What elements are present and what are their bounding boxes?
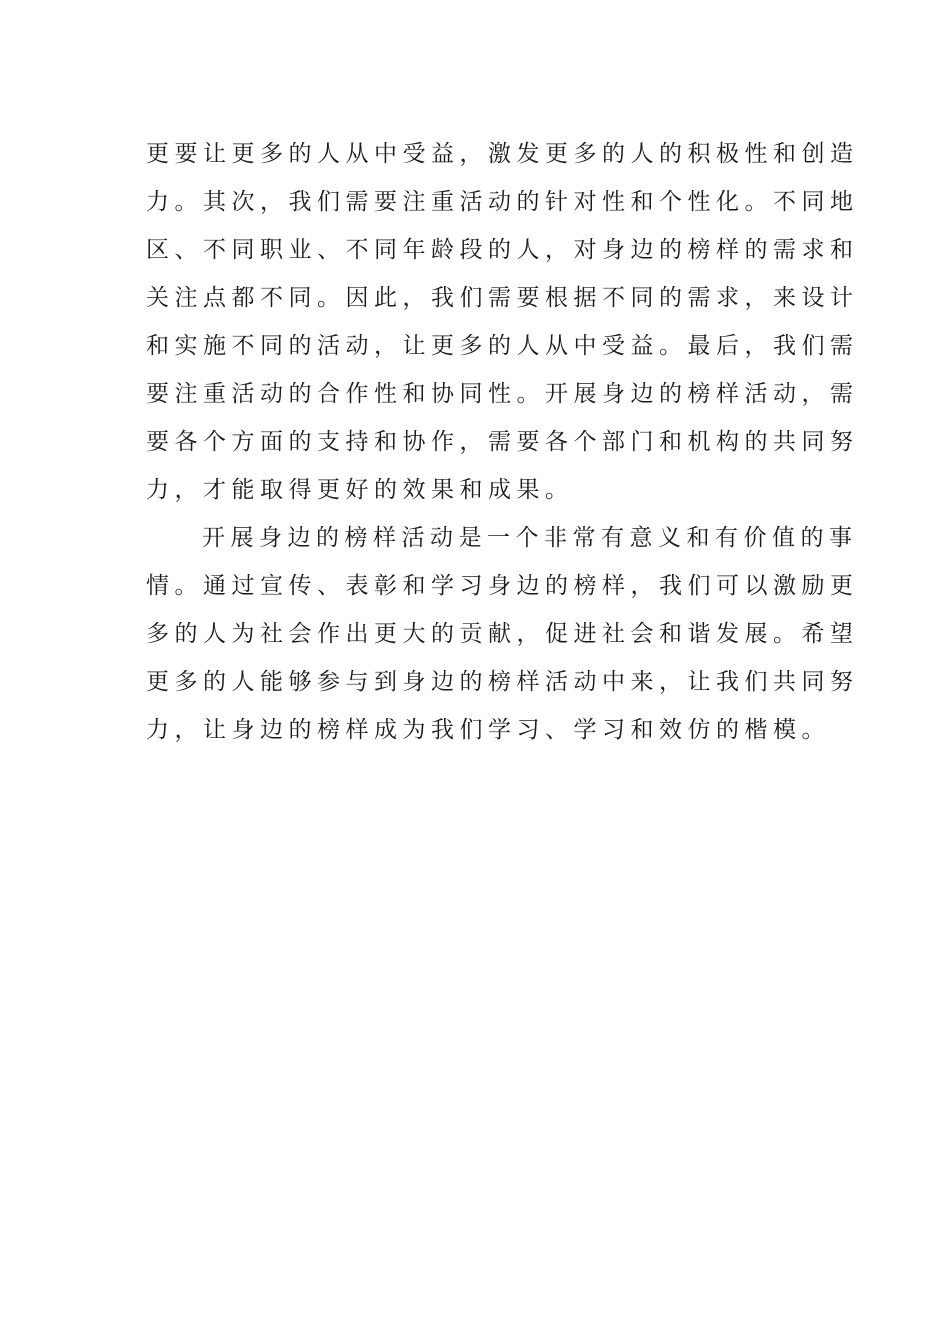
- text-line: 力，才能取得更好的效果和成果。: [146, 477, 574, 503]
- document-body: [146, 130, 859, 754]
- text-line: 更多的人能够参与到身边的榜样活动中来，让我们共同努: [146, 669, 859, 695]
- paragraph-2: [146, 514, 859, 754]
- text-line: 开展身边的榜样活动是一个非常有意义和有价值的事: [202, 525, 858, 551]
- text-line: 力，让身边的榜样成为我们学习、学习和效仿的楷模。: [146, 717, 830, 743]
- text-line: 更要让更多的人从中受益，激发更多的人的积极性和创造: [146, 141, 859, 167]
- text-line: 关注点都不同。因此，我们需要根据不同的需求，来设计: [146, 285, 859, 311]
- text-line: 要注重活动的合作性和协同性。开展身边的榜样活动，需: [146, 381, 859, 407]
- text-line: 情。通过宣传、表彰和学习身边的榜样，我们可以激励更: [146, 573, 859, 599]
- text-line: 和实施不同的活动，让更多的人从中受益。最后，我们需: [146, 333, 859, 359]
- text-line: 力。其次，我们需要注重活动的针对性和个性化。不同地: [146, 189, 859, 215]
- text-line: 多的人为社会作出更大的贡献，促进社会和谐发展。希望: [146, 621, 859, 647]
- paragraph-1: [146, 130, 859, 514]
- text-line: 要各个方面的支持和协作，需要各个部门和机构的共同努: [146, 429, 859, 455]
- text-line: 区、不同职业、不同年龄段的人，对身边的榜样的需求和: [146, 237, 859, 263]
